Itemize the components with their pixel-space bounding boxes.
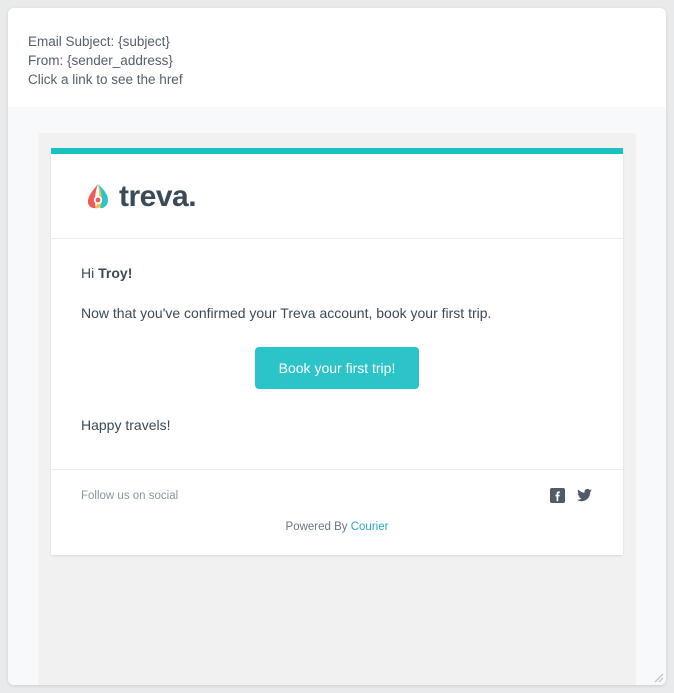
courier-link[interactable]: Courier (350, 521, 389, 533)
book-first-trip-button[interactable]: Book your first trip! (255, 347, 420, 389)
social-label: Follow us on social (81, 489, 179, 502)
email-header (51, 154, 623, 239)
cta-wrapper (81, 347, 593, 389)
email-canvas (8, 107, 666, 685)
social-icon-group (550, 488, 593, 503)
twitter-icon[interactable] (577, 488, 593, 503)
resize-handle[interactable] (650, 669, 664, 683)
greeting-prefix: Hi (81, 265, 99, 281)
email-paragraph: Now that you've confirmed your Treva account, book your first trip. (81, 305, 492, 321)
greeting-line (81, 265, 593, 281)
powered-by-footer (51, 521, 623, 555)
email-stage (38, 133, 636, 685)
email-from-line (28, 51, 646, 70)
powered-by-label: Powered By (285, 521, 351, 533)
email-from-label: From: (28, 53, 64, 68)
email-preview-window (8, 8, 666, 685)
email-body (51, 239, 623, 469)
brand-name: treva. (119, 180, 197, 213)
email-subject-label: Email Subject: (28, 34, 115, 49)
email-meta-block (8, 8, 666, 107)
social-row (51, 469, 623, 521)
closing-line: Happy travels! (81, 417, 171, 433)
treva-logo-icon (81, 180, 115, 214)
greeting-name: Troy! (98, 265, 133, 281)
facebook-icon[interactable] (550, 488, 565, 503)
email-card (51, 148, 623, 555)
brand-logo (81, 180, 196, 214)
email-subject-value: {subject} (118, 34, 170, 49)
email-subject-line (28, 32, 646, 51)
email-href-hint: Click a link to see the href (28, 72, 183, 87)
email-from-value: {sender_address} (67, 53, 173, 68)
